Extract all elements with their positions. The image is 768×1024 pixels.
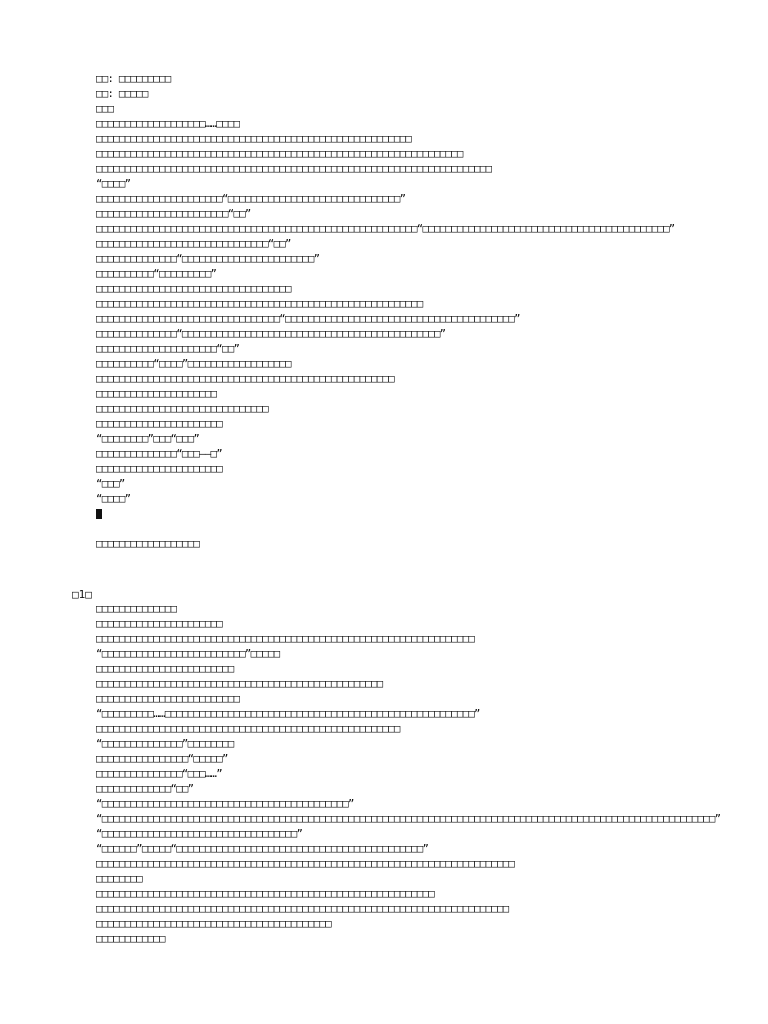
text-line: □□□□□□□□□□□□□□□□□□□□□□□□□□□□□□ <box>96 403 268 415</box>
text-line: □□□□□□□□□□□□□□□□□□□□□□□□□□□□□□□□□□□□□□□□□□□□□□□□□□□□□ <box>96 723 400 735</box>
text-line: □□□□□□□□□□□□□□□□□□□□□□ <box>96 463 223 475</box>
text-line <box>96 522 768 537</box>
text-line: □□□□□□□□□□□□□□□□□□□□□□□□□□□□□□□□□□ <box>96 283 291 295</box>
text-line: “□□□□□□□□□□□□□□□□□□□□□□□□□□□□□□□□□□□□□□□□□□□” <box>96 798 354 810</box>
text-line: □□□ <box>96 103 114 115</box>
chapter-heading: □1□ <box>72 588 92 601</box>
text-line: “□□□□□□□□□□□□□□□□□□□□□□□□□□□□□□□□□□” <box>96 828 303 840</box>
text-line: □□□□□□□□□□□□□□□□□□□□□□□□□□□□□□□□□□□□□□□□□□□□□□□□□□□□ <box>96 373 394 385</box>
text-line: □□□□□□□□□□□□□□□“□□□……” <box>96 768 223 780</box>
text-line: “□□□□□□□□□□□□□□□□□□□□□□□□□□□□□□□□□□□□□□□□□□□□□□□□□□□□□□□□□□□□□□□□□□□□□□□□□□□□□□□□□□□□□□□□□□□□□□□□□□□□□□□□□□□” <box>96 813 721 825</box>
text-line: “□□□□□□□□□……□□□□□□□□□□□□□□□□□□□□□□□□□□□□□□□□□□□□□□□□□□□□□□□□□□□□□□” <box>96 708 480 720</box>
document-body <box>0 72 768 947</box>
text-line: □□□□□□□□□□□□□□□□□□□□□□□□□□□□□□□□□□□□□□□□□□□□□□□□□□□□□□□□□□□□□□□□□□□□□□□□ <box>96 903 509 915</box>
text-line: □□□□□□□□□□□□□□□□□□□□□□□□□□□□□□“□□” <box>96 238 291 250</box>
text-line: □□□□□□□□□□□□□□□□□□□□□□□□□□□□□□□□□□□□□□□□□□□□□□□□□□□□□□□□□□□□□□□□□□ <box>96 633 475 645</box>
text-line: □□□□□□□□□□□□□□“□□□——□” <box>96 448 223 460</box>
meta-line-1: □□: □□□□□□□□□ <box>96 73 171 85</box>
text-line: □□□□□□□□□□□□□□□□□□□□□□□□□□□□□□□□“□□□□□□□□□□□□□□□□□□□□□□□□□□□□□□□□□□□□□□□□” <box>96 313 520 325</box>
text-line: □□□□□□□□□□□□□□□□□□□□□□□□□□□□□□□□□□□□□□□□□□□□□□□□□□□□□□□□□□□□□□□□□□□□□□□□□ <box>96 858 515 870</box>
meta-line-2: □□: □□□□□ <box>96 88 148 100</box>
text-line: □□□□□□□□□□□□□□□□□□□□□□ <box>96 618 223 630</box>
text-line: □□□□□□□□ <box>96 873 142 885</box>
text-line: □□□□□□□□□□□□□□□□□□□□□□□□□□□□□□□□□□□□□□□□□□□□□□□□□□□□□□□ <box>96 133 412 145</box>
text-line: “□□□” <box>96 478 125 490</box>
text-line: “□□□□□□□□□□□□□□□□□□□□□□□□□”□□□□□ <box>96 648 280 660</box>
text-line: □□□□□□□□□□□□□□□□□□□□□□□□□□□□□□□□□□□□□□□□□□□□□□□□□□ <box>96 678 383 690</box>
text-cursor-line <box>96 507 768 522</box>
text-line: □□□□□□□□□□□□□“□□” <box>96 783 194 795</box>
text-line: “□□□□□□□□□□□□□□”□□□□□□□□ <box>96 738 234 750</box>
text-line: “□□□□” <box>96 178 131 190</box>
text-line: □□□□□□□□□□□□□□“□□□□□□□□□□□□□□□□□□□□□□□□□□□□□□□□□□□□□□□□□□□□□” <box>96 328 446 340</box>
text-line: □□□□□□□□□□□□ <box>96 933 165 945</box>
text-line: □□□□□□□□□□□□□□□□□□□□□□□□□□□□□□□□□□□□□□□□□□□□□□□□□□□□□□□□“□□□□□□□□□□□□□□□□□□□□□□□□□□□□□□□□□□□□□□□□□□□” <box>96 223 675 235</box>
text-line: □□□□□□□□□□□□□□□□□□□□□ <box>96 388 217 400</box>
text-line: □□□□□□□□□□□□□□□□□□□□□“□□” <box>96 343 240 355</box>
text-line: □□□□□□□□□□□□□□□□□□□□□□□□□□□□□□□□□□□□□□□□□ <box>96 918 331 930</box>
text-line: □□□□□□□□□□□□□□□□□□□□□□“□□□□□□□□□□□□□□□□□□□□□□□□□□□□□□” <box>96 193 406 205</box>
text-line: □□□□□□□□□□□□□□“□□□□□□□□□□□□□□□□□□□□□□□” <box>96 253 320 265</box>
text-line: □□□□□□□□□□□□□□□□□□□……□□□□ <box>96 118 240 130</box>
text-block-chapter-1 <box>0 602 768 947</box>
text-line: “□□□□□□□□”□□□“□□□” <box>96 433 200 445</box>
text-block-intro <box>0 72 768 552</box>
text-line: □□□□□□□□□□□□□□□□□□□□□□□“□□” <box>96 208 251 220</box>
text-line: □□□□□□□□□□“□□□□”□□□□□□□□□□□□□□□□□□ <box>96 358 291 370</box>
text-cursor-icon <box>96 509 102 519</box>
text-line: □□□□□□□□□□□□□□□□□□□□□□□□□□□□□□□□□□□□□□□□□□□□□□□□□□□□□□□□□□□ <box>96 888 434 900</box>
text-line: “□□□□” <box>96 493 131 505</box>
section-spacer <box>0 552 768 587</box>
text-line: □□□□□□□□□□□□□□□□□□ <box>96 538 200 550</box>
text-line: □□□□□□□□□□□□□□□□□□□□□□□□□□□□□□□□□□□□□□□□□□□□□□□□□□□□□□□□□□□□□□□□ <box>96 148 463 160</box>
text-line: “□□□□□□”□□□□□“□□□□□□□□□□□□□□□□□□□□□□□□□□□□□□□□□□□□□□□□□□□” <box>96 843 429 855</box>
text-line: □□□□□□□□□□□□□□□□□□□□□□□□□□□□□□□□□□□□□□□□□□□□□□□□□□□□□□□□□ <box>96 298 423 310</box>
text-line: □□□□□□□□□□□□□□□□□□□□□□□□□ <box>96 693 240 705</box>
text-line: □□□□□□□□□□□□□□□□“□□□□□” <box>96 753 228 765</box>
text-line: □□□□□□□□□□□□□□ <box>96 603 177 615</box>
text-line: □□□□□□□□□□“□□□□□□□□□” <box>96 268 217 280</box>
text-line: □□□□□□□□□□□□□□□□□□□□□□□□ <box>96 663 234 675</box>
text-line: □□□□□□□□□□□□□□□□□□□□□□□□□□□□□□□□□□□□□□□□□□□□□□□□□□□□□□□□□□□□□□□□□□□□□ <box>96 163 492 175</box>
text-line: □□□□□□□□□□□□□□□□□□□□□□ <box>96 418 223 430</box>
